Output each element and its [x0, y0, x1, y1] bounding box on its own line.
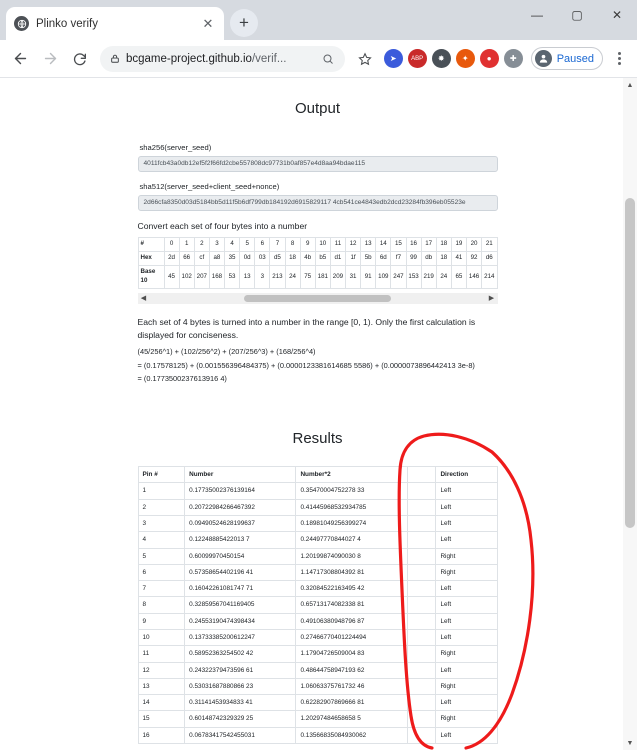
cell-number2: 1.20199874090030 8 — [296, 548, 407, 564]
cell-blank — [407, 581, 436, 597]
sha256-label: sha256(server_seed) — [139, 142, 212, 152]
cell-blank — [407, 613, 436, 629]
cell-pin: 6 — [138, 564, 185, 580]
cell-number2: 1.20297484658658 5 — [296, 711, 407, 727]
cell-number: 0.58952363254502 42 — [185, 646, 296, 662]
cell-blank — [407, 630, 436, 646]
cell-pin: 8 — [138, 597, 185, 613]
byte-hex-cell: 03 — [255, 252, 270, 266]
tab-title: Plinko verify — [36, 17, 98, 30]
table-row — [138, 564, 497, 580]
byte-index-cell: 15 — [391, 238, 406, 252]
byte-index-cell: 1 — [179, 238, 194, 252]
byte-base10-cell: 213 — [270, 266, 285, 289]
table-row — [138, 646, 497, 662]
cell-pin: 11 — [138, 646, 185, 662]
results-table — [138, 466, 498, 744]
byte-table-row-hex — [138, 252, 497, 266]
scrollbar-track[interactable] — [150, 293, 486, 304]
convert-heading: Convert each set of four bytes into a number — [137, 220, 308, 231]
browser-toolbar — [0, 40, 637, 78]
byte-index-cell: 3 — [209, 238, 224, 252]
byte-index-cell: 14 — [376, 238, 391, 252]
byte-index-cell: 19 — [451, 238, 466, 252]
byte-hex-cell: 18 — [436, 252, 451, 266]
magnifier-icon[interactable] — [317, 48, 339, 70]
cell-number: 0.53031687880866 23 — [185, 678, 296, 694]
scroll-left-icon[interactable]: ◀ — [140, 294, 147, 302]
byte-table-row-base10 — [138, 266, 497, 289]
byte-index-cell: 21 — [482, 238, 497, 252]
byte-base10-cell: 24 — [436, 266, 451, 289]
cell-direction: Left — [436, 532, 497, 548]
byte-base10-cell: 31 — [346, 266, 361, 289]
record-extension-icon[interactable]: ● — [480, 49, 499, 68]
scroll-right-icon[interactable]: ▶ — [488, 294, 495, 302]
cell-number: 0.13733385200612247 — [185, 630, 296, 646]
cell-blank — [407, 499, 436, 515]
minimize-button[interactable]: — — [531, 8, 543, 22]
cell-number: 0.09490524628199637 — [185, 516, 296, 532]
cell-blank — [407, 727, 436, 743]
cell-number: 0.20722984266467392 — [185, 499, 296, 515]
table-row — [138, 630, 497, 646]
cell-blank — [407, 678, 436, 694]
sha512-label: sha512(server_seed+client_seed+nonce) — [139, 181, 280, 191]
avatar — [535, 50, 552, 67]
cell-direction: Left — [436, 516, 497, 532]
cell-blank — [407, 597, 436, 613]
url-text — [126, 53, 311, 65]
math-line-2: = (0.17578125) + (0.001556396484375) + (0.0000123381614685 5586) + (0.0000073896442413 3e-8) — [137, 360, 475, 370]
cell-number: 0.06783417542455031 — [185, 727, 296, 743]
abp-extension-icon[interactable]: ABP — [408, 49, 427, 68]
cell-pin: 10 — [138, 630, 185, 646]
cell-blank — [407, 516, 436, 532]
cell-number: 0.16042261081747 71 — [185, 581, 296, 597]
byte-index-cell: 8 — [285, 238, 300, 252]
vertical-scrollbar-thumb[interactable] — [625, 198, 635, 528]
cell-direction: Left — [436, 630, 497, 646]
lock-icon — [110, 53, 120, 64]
browser-menu-button[interactable] — [607, 46, 631, 72]
table-row — [138, 613, 497, 629]
column-header-number: Number — [185, 467, 296, 483]
cell-blank — [407, 564, 436, 580]
row-header-hex: Hex — [138, 252, 164, 266]
cell-pin: 2 — [138, 499, 185, 515]
browser-tab[interactable] — [6, 7, 224, 40]
cell-pin: 13 — [138, 678, 185, 694]
cell-direction: Right — [436, 646, 497, 662]
byte-table-row-index — [138, 238, 497, 252]
cell-direction: Right — [436, 678, 497, 694]
cell-direction: Left — [436, 662, 497, 678]
byte-table-horizontal-scrollbar[interactable] — [138, 293, 498, 304]
byte-base10-cell: 181 — [315, 266, 330, 289]
table-row — [138, 499, 497, 515]
results-header-row — [138, 467, 497, 483]
cell-number2: 0.27466770401224494 — [296, 630, 407, 646]
cell-blank — [407, 483, 436, 499]
byte-hex-cell: db — [421, 252, 436, 266]
cell-number: 0.12248885422013 7 — [185, 532, 296, 548]
cell-number2: 0.18981049256399274 — [296, 516, 407, 532]
table-row — [138, 711, 497, 727]
byte-hex-cell: 18 — [285, 252, 300, 266]
cell-number2: 0.65713174082338 81 — [296, 597, 407, 613]
byte-hex-cell: 66 — [179, 252, 194, 266]
cell-number2: 1.06063375761732 46 — [296, 678, 407, 694]
byte-hex-cell: 35 — [225, 252, 240, 266]
byte-base10-cell: 168 — [209, 266, 224, 289]
cell-blank — [407, 548, 436, 564]
back-icon[interactable] — [6, 45, 34, 73]
byte-index-cell: 5 — [240, 238, 255, 252]
byte-index-cell: 2 — [194, 238, 209, 252]
byte-hex-cell: b5 — [315, 252, 330, 266]
cell-number: 0.60148742329329 25 — [185, 711, 296, 727]
cell-pin: 3 — [138, 516, 185, 532]
cell-direction: Left — [436, 581, 497, 597]
byte-base10-cell: 207 — [194, 266, 209, 289]
byte-base10-cell: 53 — [225, 266, 240, 289]
byte-index-cell: 16 — [406, 238, 421, 252]
url-path: /verif... — [251, 52, 287, 65]
close-icon[interactable]: ✕ — [202, 15, 214, 31]
byte-base10-cell: 247 — [391, 266, 406, 289]
byte-table-wrapper — [138, 237, 498, 289]
sha256-value-field[interactable]: 4011fcb43a0db12ef5f2f66fd2cbe557808dc97731b0af857e4d8aa94bdae115 — [138, 156, 498, 172]
cell-direction: Left — [436, 499, 497, 515]
cell-pin: 7 — [138, 581, 185, 597]
scroll-down-icon[interactable]: ▼ — [626, 739, 634, 747]
byte-base10-cell: 3 — [255, 266, 270, 289]
cell-number2: 0.24497770844027 4 — [296, 532, 407, 548]
math-line-3: = (0.1773500237613916 4) — [137, 373, 227, 383]
tab-strip — [0, 0, 258, 40]
cell-number2: 1.17904726509004 83 — [296, 646, 407, 662]
cell-blank — [407, 662, 436, 678]
address-bar[interactable] — [100, 46, 345, 72]
cell-direction: Right — [436, 711, 497, 727]
profile-paused-button[interactable] — [531, 47, 603, 70]
byte-hex-cell: 4b — [300, 252, 315, 266]
byte-base10-cell: 13 — [240, 266, 255, 289]
star-icon[interactable] — [351, 45, 379, 73]
cell-number2: 0.62282907869666 81 — [296, 695, 407, 711]
byte-base10-cell: 214 — [482, 266, 497, 289]
table-row — [138, 662, 497, 678]
byte-index-cell: 12 — [346, 238, 361, 252]
cell-number2: 0.35470004752278 33 — [296, 483, 407, 499]
scroll-up-icon[interactable]: ▲ — [626, 81, 634, 89]
byte-index-cell: 9 — [300, 238, 315, 252]
page-left-margin — [0, 78, 12, 750]
table-row — [138, 532, 497, 548]
cell-direction: Left — [436, 695, 497, 711]
row-header-index: # — [138, 238, 164, 252]
cell-direction: Right — [436, 548, 497, 564]
byte-index-cell: 6 — [255, 238, 270, 252]
cell-number: 0.17735002376139164 — [185, 483, 296, 499]
byte-hex-cell: 6d — [376, 252, 391, 266]
byte-hex-cell: d1 — [330, 252, 345, 266]
cell-pin: 14 — [138, 695, 185, 711]
paused-label: Paused — [556, 52, 594, 65]
extension-icons — [381, 49, 523, 68]
reload-icon[interactable] — [66, 45, 94, 73]
byte-hex-cell: f7 — [391, 252, 406, 266]
byte-index-cell: 7 — [270, 238, 285, 252]
globe-icon — [14, 16, 29, 31]
table-row — [138, 483, 497, 499]
byte-index-cell: 4 — [225, 238, 240, 252]
table-row — [138, 516, 497, 532]
byte-hex-cell: 99 — [406, 252, 421, 266]
byte-base10-cell: 146 — [467, 266, 482, 289]
sha512-value-field[interactable]: 2d66cfa8350d03d5184bb5d11f5b6df799db184192d6915829117 4cb541ce4843edb2dcd23284fb396eb05523e — [138, 195, 498, 211]
cell-number2: 0.49106380948796 87 — [296, 613, 407, 629]
byte-base10-cell: 109 — [376, 266, 391, 289]
gear-extension-icon[interactable]: ✸ — [432, 49, 451, 68]
byte-base10-cell: 153 — [406, 266, 421, 289]
cell-direction: Left — [436, 727, 497, 743]
byte-hex-cell: d5 — [270, 252, 285, 266]
byte-hex-cell: 1f — [346, 252, 361, 266]
close-window-button[interactable]: ✕ — [611, 8, 623, 22]
cell-pin: 12 — [138, 662, 185, 678]
cell-direction: Right — [436, 564, 497, 580]
row-header-base10: Base 10 — [138, 266, 164, 289]
byte-index-cell: 17 — [421, 238, 436, 252]
table-row — [138, 695, 497, 711]
cell-pin: 4 — [138, 532, 185, 548]
cell-pin: 16 — [138, 727, 185, 743]
table-row — [138, 597, 497, 613]
byte-hex-cell: a8 — [209, 252, 224, 266]
byte-hex-cell: 2d — [164, 252, 179, 266]
cell-direction: Left — [436, 613, 497, 629]
table-row — [138, 678, 497, 694]
math-line-1: (45/256^1) + (102/256^2) + (207/256^3) + (168/256^4) — [137, 347, 316, 357]
byte-base10-cell: 102 — [179, 266, 194, 289]
cell-blank — [407, 646, 436, 662]
page-viewport — [0, 78, 637, 750]
cell-pin: 1 — [138, 483, 185, 499]
cell-number: 0.57358654402196 41 — [185, 564, 296, 580]
scrollbar-thumb[interactable] — [244, 295, 392, 302]
byte-index-cell: 18 — [436, 238, 451, 252]
table-row — [138, 581, 497, 597]
page-content — [12, 78, 623, 750]
cell-pin: 5 — [138, 548, 185, 564]
explanation-text: Each set of 4 bytes is turned into a number in the range [0, 1). Only the first calculation is displayed for conciseness. — [137, 317, 476, 340]
byte-base10-cell: 219 — [421, 266, 436, 289]
cell-number: 0.24322379473596 61 — [185, 662, 296, 678]
cell-pin: 9 — [138, 613, 185, 629]
cell-direction: Left — [436, 597, 497, 613]
byte-base10-cell: 45 — [164, 266, 179, 289]
cell-blank — [407, 695, 436, 711]
column-header-number2: Number*2 — [296, 467, 407, 483]
byte-base10-cell: 24 — [285, 266, 300, 289]
cell-pin: 15 — [138, 711, 185, 727]
byte-base10-cell: 75 — [300, 266, 315, 289]
byte-hex-cell: d6 — [482, 252, 497, 266]
column-header-blank — [407, 467, 436, 483]
cell-number2: 1.14717308804392 81 — [296, 564, 407, 580]
column-header-pin: Pin # — [138, 467, 185, 483]
cell-number: 0.24553190474398434 — [185, 613, 296, 629]
byte-base10-cell: 91 — [361, 266, 376, 289]
cell-number2: 0.41445968532934785 — [296, 499, 407, 515]
cell-blank — [407, 532, 436, 548]
byte-index-cell: 10 — [315, 238, 330, 252]
byte-table — [138, 237, 498, 289]
pocket-extension-icon[interactable]: ➤ — [384, 49, 403, 68]
cell-number: 0.32859567041169405 — [185, 597, 296, 613]
page-title: Output — [294, 100, 341, 117]
byte-index-cell: 20 — [467, 238, 482, 252]
results-heading: Results — [292, 430, 343, 448]
byte-hex-cell: 0d — [240, 252, 255, 266]
fox-extension-icon[interactable]: ✦ — [456, 49, 475, 68]
byte-hex-cell: 5b — [361, 252, 376, 266]
cell-number2: 0.13566835084930062 — [296, 727, 407, 743]
byte-hex-cell: 41 — [451, 252, 466, 266]
byte-hex-cell: 92 — [467, 252, 482, 266]
window-controls — [517, 0, 637, 30]
url-host: bcgame-project.github.io — [126, 52, 252, 65]
page-vertical-scrollbar[interactable] — [623, 78, 637, 750]
byte-base10-cell: 65 — [451, 266, 466, 289]
cell-number2: 0.48644758947193 62 — [296, 662, 407, 678]
cell-number: 0.60099970450154 — [185, 548, 296, 564]
table-row — [138, 548, 497, 564]
byte-index-cell: 11 — [330, 238, 345, 252]
cell-number: 0.31141453934833 41 — [185, 695, 296, 711]
byte-index-cell: 13 — [361, 238, 376, 252]
title-bar — [0, 0, 637, 40]
cell-number2: 0.32084522163495 42 — [296, 581, 407, 597]
byte-base10-cell: 209 — [330, 266, 345, 289]
column-header-direction: Direction — [436, 467, 497, 483]
table-row — [138, 727, 497, 743]
byte-index-cell: 0 — [164, 238, 179, 252]
forward-icon[interactable] — [36, 45, 64, 73]
byte-hex-cell: cf — [194, 252, 209, 266]
cell-direction: Left — [436, 483, 497, 499]
maximize-button[interactable]: ▢ — [571, 8, 583, 22]
puzzle-extension-icon[interactable]: ✚ — [504, 49, 523, 68]
new-tab-button[interactable]: + — [230, 9, 258, 37]
cell-blank — [407, 711, 436, 727]
